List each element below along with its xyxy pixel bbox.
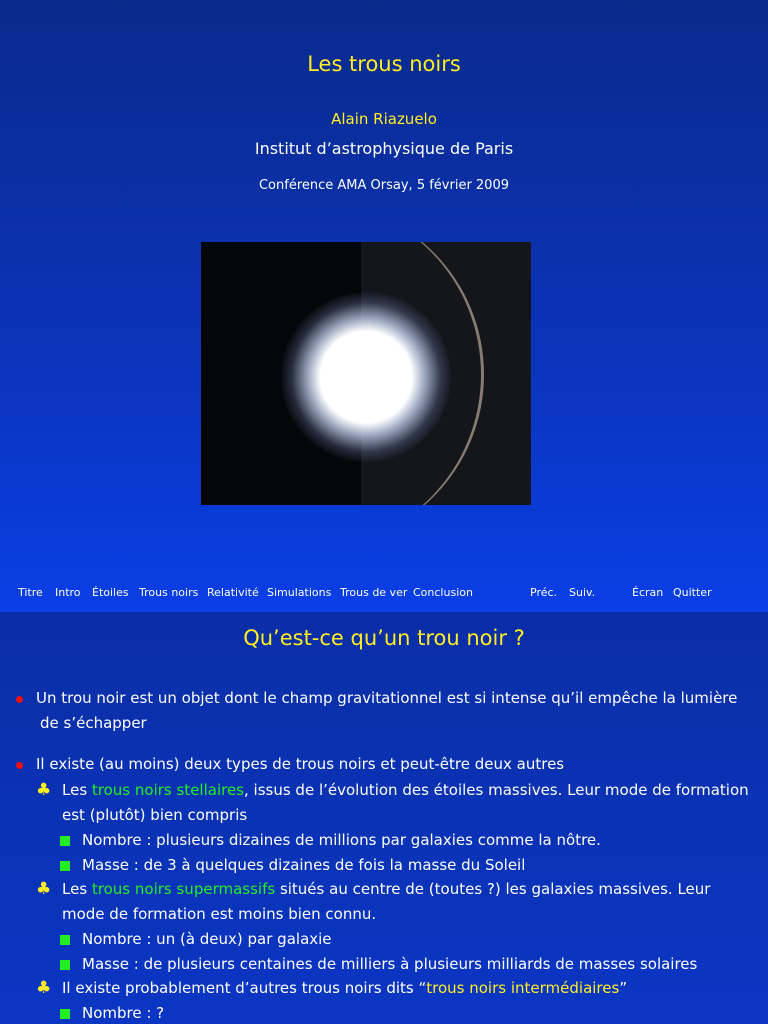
nav-etoiles[interactable]: Étoiles: [92, 586, 129, 599]
bullet-1-line-1: Un trou noir est un objet dont le champ gravitationnel est si intense qu’il empêche la lumière: [36, 689, 738, 707]
green-square-bullet-icon: [60, 1009, 70, 1019]
next-button[interactable]: Suiv.: [569, 586, 596, 599]
sub-3-item-a: Nombre : ?: [82, 1004, 165, 1022]
sub-1-line-2: est (plutôt) bien compris: [62, 806, 248, 824]
quit-button[interactable]: Quitter: [673, 586, 712, 599]
prev-button[interactable]: Préc.: [530, 586, 558, 599]
sub-3-line-1: Il existe probablement d’autres trous noirs dits “trous noirs intermédiaires”: [62, 979, 628, 997]
sub-2-line-1: Les trous noirs supermassifs situés au centre de (toutes ?) les galaxies massives. Leur: [62, 880, 711, 898]
green-square-bullet-icon: [60, 836, 70, 846]
sub-1-line-1: Les trous noirs stellaires, issus de l’évolution des étoiles massives. Leur mode de formation: [62, 781, 749, 799]
black-hole-image: [201, 242, 531, 505]
green-square-bullet-icon: [60, 960, 70, 970]
institute-name: Institut d’astrophysique de Paris: [254, 139, 514, 158]
nav-conclusion[interactable]: Conclusion: [413, 586, 473, 599]
red-bullet-icon: [16, 762, 23, 769]
green-square-bullet-icon: [60, 935, 70, 945]
nav-trous-de-ver[interactable]: Trous de ver: [340, 586, 408, 599]
content-title: Qu’est-ce qu’un trou noir ?: [243, 626, 525, 650]
club-bullet-icon: ♣: [36, 879, 52, 899]
navigation-bar: [0, 586, 768, 602]
sub-2-line-2: mode de formation est moins bien connu.: [62, 905, 377, 923]
bullet-2-line: Il existe (au moins) deux types de trous noirs et peut-être deux autres: [36, 755, 565, 773]
nav-trous-noirs[interactable]: Trous noirs: [139, 586, 199, 599]
sub-1-item-a: Nombre : plusieurs dizaines de millions par galaxies comme la nôtre.: [82, 831, 601, 849]
author-name: Alain Riazuelo: [331, 110, 437, 128]
nav-relativite[interactable]: Relativité: [207, 586, 259, 599]
sub-2-item-b: Masse : de plusieurs centaines de milliers à plusieurs milliards de masses solaires: [82, 955, 698, 973]
sub-2-item-a: Nombre : un (à deux) par galaxie: [82, 930, 332, 948]
sub-1-item-b: Masse : de 3 à quelques dizaines de fois la masse du Soleil: [82, 856, 526, 874]
green-square-bullet-icon: [60, 861, 70, 871]
nav-titre[interactable]: Titre: [18, 586, 43, 599]
red-bullet-icon: [16, 696, 23, 703]
nav-intro[interactable]: Intro: [55, 586, 81, 599]
club-bullet-icon: ♣: [36, 780, 52, 800]
fullscreen-button[interactable]: Écran: [632, 586, 664, 599]
nav-simulations[interactable]: Simulations: [267, 586, 332, 599]
club-bullet-icon: ♣: [36, 978, 52, 998]
bright-star-glow: [281, 292, 451, 462]
slide-title: Les trous noirs: [307, 52, 461, 76]
conference-info: Conférence AMA Orsay, 5 février 2009: [258, 178, 509, 193]
bullet-1-line-2: de s’échapper: [40, 714, 147, 732]
